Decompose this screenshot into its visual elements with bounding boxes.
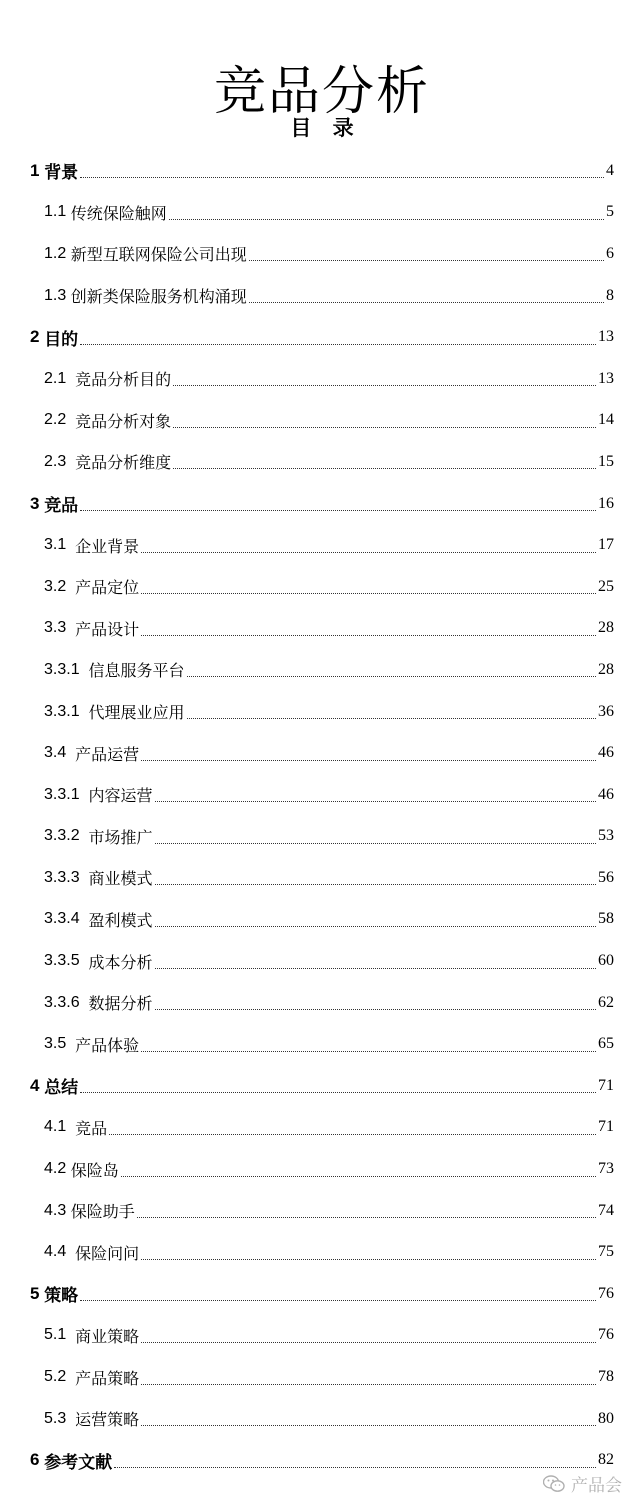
toc-dot-leader [114, 1467, 596, 1468]
toc-dot-leader [187, 718, 597, 719]
toc-section[interactable] [0, 1107, 644, 1149]
toc-entry-label: 背景 [44, 163, 79, 184]
toc-entry-number: 4.2 [44, 1160, 71, 1178]
toc-entry-number: 3.5 [44, 1035, 76, 1053]
toc-section[interactable] [0, 732, 644, 774]
toc-dot-leader [169, 219, 604, 220]
toc-entry-number: 3.2 [44, 577, 76, 595]
toc-entry-label: 信息服务平台 [88, 661, 185, 681]
toc-entry-label: 市场推广 [88, 827, 153, 847]
toc-entry-page: 46 [598, 744, 614, 762]
toc-dot-leader [249, 260, 604, 261]
toc-entry-number: 3.3.6 [44, 993, 89, 1011]
toc-entry-label: 数据分析 [88, 994, 153, 1014]
toc-entry-number: 3.3 [44, 619, 76, 637]
watermark-text: 产品会 [571, 1476, 622, 1496]
toc-entry-number: 4.1 [44, 1118, 76, 1136]
toc-entry-label: 产品策略 [75, 1368, 140, 1388]
toc-entry-page: 80 [598, 1409, 614, 1427]
toc-entry-label: 竞品分析对象 [75, 411, 172, 431]
toc-entry-number: 3.3.1 [44, 785, 89, 803]
toc-dot-leader [155, 926, 597, 927]
toc-dot-leader [155, 843, 597, 844]
toc-entry-label: 内容运营 [88, 786, 153, 806]
toc-entry-label: 产品设计 [75, 619, 140, 639]
toc-entry-page: 71 [598, 1076, 614, 1094]
toc-dot-leader [155, 884, 597, 885]
toc-section[interactable] [0, 1148, 644, 1190]
toc-entry-number: 1.3 [44, 286, 71, 304]
toc-entry-page: 76 [598, 1326, 614, 1344]
toc-entry-number: 5.1 [44, 1326, 76, 1344]
toc-chapter[interactable] [0, 150, 644, 192]
toc-entry-page: 73 [598, 1160, 614, 1178]
wechat-icon [543, 1475, 565, 1493]
toc-entry-page: 82 [598, 1451, 614, 1469]
toc-entry-label: 竞品分析目的 [75, 370, 172, 390]
toc-entry-page: 25 [598, 577, 614, 595]
toc-entry-number: 5.2 [44, 1368, 76, 1386]
toc-heading: 目 录 [290, 116, 354, 140]
toc-entry-number: 4 [30, 1075, 45, 1095]
toc-entry-label: 传统保险触网 [70, 203, 167, 223]
toc-entry-number: 4.3 [44, 1201, 71, 1219]
toc-dot-leader [141, 593, 596, 594]
toc-entry-label: 竞品 [75, 1118, 108, 1138]
toc-entry-label: 竞品分析维度 [75, 453, 172, 473]
toc-entry-label: 策略 [44, 1286, 79, 1307]
toc-entry-number: 3.3.4 [44, 910, 89, 928]
toc-chapter[interactable] [0, 483, 644, 525]
toc-entry-label: 商业策略 [75, 1326, 140, 1346]
toc-section[interactable] [0, 691, 644, 733]
toc-chapter[interactable] [0, 1273, 644, 1315]
toc-entry-page: 60 [598, 952, 614, 970]
toc-entry-label: 保险助手 [70, 1202, 135, 1222]
toc-entry-number: 3.1 [44, 536, 76, 554]
toc-entry-page: 16 [598, 494, 614, 512]
toc-dot-leader [80, 1092, 596, 1093]
toc-section[interactable] [0, 1356, 644, 1398]
toc-entry-number: 1.2 [44, 244, 71, 262]
toc-entry-page: 46 [598, 785, 614, 803]
toc-entry-page: 62 [598, 993, 614, 1011]
toc-entry-number: 2.2 [44, 411, 76, 429]
toc-entry-page: 17 [598, 536, 614, 554]
toc-dot-leader [173, 385, 596, 386]
toc-entry-label: 参考文献 [44, 1452, 113, 1473]
toc-entry-number: 3.3.1 [44, 660, 89, 678]
toc-entry-page: 78 [598, 1368, 614, 1386]
toc-dot-leader [109, 1134, 596, 1135]
toc-entry-label: 目的 [44, 329, 79, 350]
toc-section[interactable] [0, 774, 644, 816]
toc-dot-leader [141, 760, 596, 761]
toc-entry-page: 65 [598, 1035, 614, 1053]
toc-entry-label: 代理展业应用 [88, 703, 185, 723]
toc-section[interactable] [0, 524, 644, 566]
toc-entry-page: 4 [606, 161, 614, 179]
toc-entry-label: 运营策略 [75, 1410, 140, 1430]
toc-entry-number: 3.3.5 [44, 952, 89, 970]
toc-dot-leader [141, 1259, 596, 1260]
toc-entry-label: 商业模式 [88, 869, 153, 889]
toc-entry-number: 5 [30, 1283, 45, 1303]
toc-entry-number: 3.3.2 [44, 827, 89, 845]
toc-dot-leader [173, 427, 596, 428]
toc-section[interactable] [0, 1315, 644, 1357]
toc-entry-page: 6 [606, 244, 614, 262]
table-of-contents [0, 150, 644, 1481]
toc-entry-label: 企业背景 [75, 536, 140, 556]
toc-entry-label: 产品定位 [75, 578, 140, 598]
toc-entry-label: 保险岛 [70, 1160, 119, 1180]
toc-entry-page: 74 [598, 1201, 614, 1219]
toc-entry-page: 58 [598, 910, 614, 928]
toc-entry-page: 14 [598, 411, 614, 429]
toc-section[interactable] [0, 441, 644, 483]
toc-section[interactable] [0, 857, 644, 899]
toc-entry-number: 1 [30, 160, 45, 180]
toc-entry-label: 新型互联网保险公司出现 [70, 245, 247, 265]
toc-entry-label: 创新类保险服务机构涌现 [70, 287, 247, 307]
toc-entry-label: 总结 [44, 1078, 79, 1099]
toc-entry-page: 75 [598, 1243, 614, 1261]
toc-entry-number: 4.4 [44, 1243, 76, 1261]
toc-chapter[interactable] [0, 1065, 644, 1107]
toc-entry-page: 8 [606, 286, 614, 304]
toc-entry-label: 产品运营 [75, 744, 140, 764]
toc-dot-leader [249, 302, 604, 303]
toc-section[interactable] [0, 1231, 644, 1273]
toc-dot-leader [80, 344, 596, 345]
toc-section[interactable] [0, 1190, 644, 1232]
toc-entry-number: 5.3 [44, 1409, 76, 1427]
toc-dot-leader [141, 1384, 596, 1385]
toc-entry-number: 2.1 [44, 369, 76, 387]
toc-section[interactable] [0, 192, 644, 234]
toc-entry-label: 产品体验 [75, 1035, 140, 1055]
toc-dot-leader [155, 1009, 597, 1010]
toc-chapter[interactable] [0, 316, 644, 358]
toc-entry-page: 28 [598, 660, 614, 678]
toc-dot-leader [141, 635, 596, 636]
toc-entry-page: 28 [598, 619, 614, 637]
toc-dot-leader [80, 1300, 596, 1301]
toc-entry-number: 3.3.3 [44, 868, 89, 886]
toc-section[interactable] [0, 400, 644, 442]
toc-entry-page: 53 [598, 827, 614, 845]
toc-dot-leader [137, 1217, 596, 1218]
toc-entry-number: 3.4 [44, 744, 76, 762]
toc-entry-number: 1.1 [44, 203, 71, 221]
toc-section[interactable] [0, 608, 644, 650]
toc-dot-leader [141, 1425, 596, 1426]
toc-entry-number: 2 [30, 327, 45, 347]
toc-dot-leader [187, 676, 597, 677]
toc-entry-number: 3.3.1 [44, 702, 89, 720]
toc-entry-page: 13 [598, 369, 614, 387]
toc-entry-label: 竞品 [44, 496, 79, 517]
toc-entry-label: 成本分析 [88, 952, 153, 972]
toc-dot-leader [155, 968, 597, 969]
toc-entry-label: 盈利模式 [88, 910, 153, 930]
toc-entry-page: 71 [598, 1118, 614, 1136]
toc-dot-leader [121, 1176, 596, 1177]
toc-entry-page: 56 [598, 868, 614, 886]
toc-section[interactable] [0, 940, 644, 982]
toc-section[interactable] [0, 566, 644, 608]
toc-entry-number: 6 [30, 1450, 45, 1470]
toc-section[interactable] [0, 275, 644, 317]
toc-dot-leader [141, 1342, 596, 1343]
toc-dot-leader [141, 552, 596, 553]
toc-section[interactable] [0, 649, 644, 691]
toc-entry-number: 2.3 [44, 452, 76, 470]
watermark [543, 1471, 622, 1496]
toc-dot-leader [141, 1051, 596, 1052]
toc-entry-page: 13 [598, 328, 614, 346]
toc-entry-label: 保险问问 [75, 1243, 140, 1263]
toc-section[interactable] [0, 358, 644, 400]
toc-dot-leader [80, 510, 596, 511]
toc-entry-page: 36 [598, 702, 614, 720]
document-title: 竞品分析 [213, 61, 430, 122]
toc-dot-leader [155, 801, 597, 802]
toc-section[interactable] [0, 816, 644, 858]
toc-entry-number: 3 [30, 493, 45, 513]
toc-entry-page: 76 [598, 1284, 614, 1302]
toc-section[interactable] [0, 233, 644, 275]
toc-section[interactable] [0, 899, 644, 941]
toc-section[interactable] [0, 982, 644, 1024]
toc-entry-page: 15 [598, 452, 614, 470]
toc-entry-page: 5 [606, 203, 614, 221]
toc-dot-leader [173, 468, 596, 469]
toc-section[interactable] [0, 1398, 644, 1440]
toc-section[interactable] [0, 1023, 644, 1065]
toc-dot-leader [80, 177, 604, 178]
